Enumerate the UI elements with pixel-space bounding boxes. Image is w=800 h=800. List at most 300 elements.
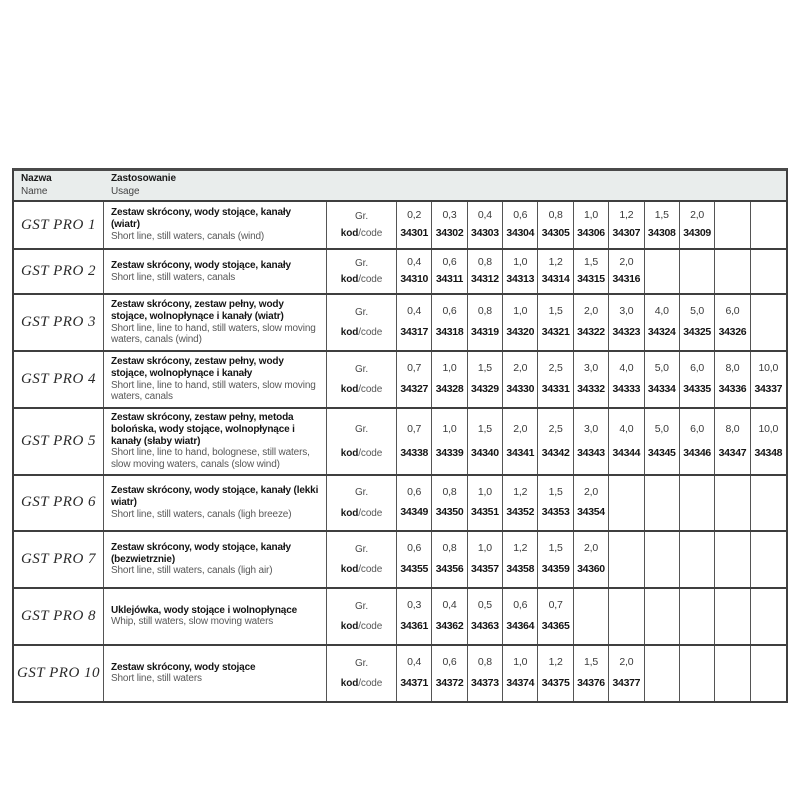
- weight-value: 0,7: [407, 422, 422, 435]
- product-name: GST PRO 8: [14, 589, 104, 644]
- weight-code-cell: [715, 476, 750, 530]
- code-label: /code: [358, 621, 383, 633]
- weight-code-cell: [397, 532, 432, 587]
- weight-code-cell: [574, 476, 609, 530]
- product-table: [12, 168, 788, 703]
- weight-code-cell: [609, 409, 644, 474]
- usage-desc-en: Short line, line to hand, still waters, slow moving waters, canals (wind): [111, 322, 316, 346]
- code-value: 34307: [612, 227, 641, 240]
- kod-code-label: [341, 508, 382, 519]
- weight-code-cell: [432, 352, 467, 407]
- weight-code-cell: [609, 646, 644, 701]
- code-label: /code: [358, 274, 383, 286]
- weight-value: 5,0: [654, 422, 669, 435]
- weight-value: 1,0: [513, 305, 528, 318]
- gr-code-label-cell: [327, 589, 397, 644]
- product-name: GST PRO 4: [14, 352, 104, 407]
- gr-label: Gr.: [354, 210, 369, 222]
- weight-code-cell: [751, 409, 786, 474]
- table-row: [14, 589, 786, 646]
- weight-code-cell: [751, 589, 786, 644]
- code-value: 34376: [577, 677, 605, 690]
- table-row: [14, 532, 786, 589]
- code-value: 34372: [435, 677, 464, 690]
- weight-code-cell: [503, 352, 538, 407]
- usage-desc-en: Short line, line to hand, still waters, slow moving waters, canals: [111, 379, 316, 403]
- weight-value: 0,5: [477, 599, 492, 612]
- weight-code-cell: [432, 646, 467, 701]
- kod-label: kod: [340, 228, 359, 240]
- code-label: /code: [358, 384, 383, 396]
- weight-code-cell: [609, 532, 644, 587]
- weight-code-cell: [751, 646, 786, 701]
- code-value: 34374: [506, 677, 535, 690]
- usage-desc-en: Short line, still waters, canals (ligh breeze): [111, 508, 292, 520]
- weight-value: 1,5: [548, 305, 563, 318]
- usage-desc-en: Whip, still waters, slow moving waters: [111, 616, 274, 628]
- code-label: /code: [358, 564, 383, 576]
- weight-code-cell: [503, 532, 538, 587]
- weight-code-cell: [680, 476, 715, 530]
- weight-code-cell: [574, 202, 609, 248]
- weight-value: 1,0: [583, 209, 598, 222]
- code-value: 34318: [435, 326, 464, 339]
- table-body: [14, 202, 786, 701]
- weight-value: 2,0: [583, 542, 598, 555]
- weight-code-cell: [680, 202, 715, 248]
- header-usage-en: Usage: [111, 185, 140, 197]
- code-value: 34341: [506, 446, 535, 459]
- code-label: /code: [358, 447, 383, 459]
- weight-code-cell: [645, 646, 680, 701]
- weight-code-cell: [751, 250, 786, 293]
- weight-value: 0,3: [407, 599, 422, 612]
- kod-code-label: [341, 228, 382, 239]
- weight-value: 6,0: [690, 422, 705, 435]
- weight-code-cell: [468, 646, 503, 701]
- code-value: 34355: [400, 563, 429, 576]
- weight-code-cell: [574, 589, 609, 644]
- kod-label: kod: [340, 507, 359, 519]
- weight-code-cell: [538, 202, 573, 248]
- table-row: [14, 646, 786, 701]
- code-value: 34345: [647, 446, 676, 459]
- code-value: 34305: [541, 227, 570, 240]
- kod-label: kod: [340, 274, 359, 286]
- weight-value: 6,0: [725, 305, 740, 318]
- usage-cell: [104, 409, 327, 474]
- weight-value: 1,0: [477, 485, 492, 498]
- kod-label: kod: [340, 384, 359, 396]
- gr-label: Gr.: [354, 543, 369, 555]
- weight-code-cell: [751, 476, 786, 530]
- weight-code-cell: [609, 250, 644, 293]
- weight-code-cell: [609, 295, 644, 350]
- weight-value: 8,0: [725, 362, 740, 375]
- gr-label: Gr.: [354, 657, 369, 669]
- code-value: 34312: [471, 273, 499, 286]
- code-value: 34311: [435, 273, 464, 286]
- weight-code-cell: [680, 409, 715, 474]
- weight-value: 2,5: [548, 422, 563, 435]
- usage-cell: [104, 295, 327, 350]
- weight-value: 2,0: [513, 422, 528, 435]
- code-value: 34322: [577, 326, 605, 339]
- header-usage-column: [104, 171, 327, 200]
- kod-code-label: [341, 564, 382, 575]
- weight-code-cell: [715, 250, 750, 293]
- code-value: 34349: [400, 506, 429, 519]
- weight-code-cell: [397, 409, 432, 474]
- code-value: 34319: [471, 326, 499, 339]
- weight-code-cell: [503, 409, 538, 474]
- weight-value: 2,0: [583, 305, 598, 318]
- weight-value: 0,6: [442, 656, 457, 669]
- header-name-en: Name: [21, 185, 48, 197]
- weight-code-cell: [432, 250, 467, 293]
- kod-label: kod: [340, 447, 359, 459]
- weight-value: 0,4: [407, 656, 422, 669]
- weight-code-cell: [468, 409, 503, 474]
- code-label: /code: [358, 678, 383, 690]
- weight-value: 0,6: [513, 599, 528, 612]
- kod-code-label: [341, 678, 382, 689]
- code-value: 34306: [577, 227, 605, 240]
- table-row: [14, 202, 786, 250]
- usage-desc-pl: Zestaw skrócony, zestaw pełny, wody stojące, wolnopłynące i kanały (wiatr): [111, 298, 284, 322]
- code-value: 34314: [541, 273, 570, 286]
- weight-code-cell: [715, 202, 750, 248]
- weight-value: 2,0: [619, 656, 634, 669]
- weight-code-cell: [574, 295, 609, 350]
- weight-code-cell: [645, 476, 680, 530]
- weight-code-cell: [503, 476, 538, 530]
- weight-value: 0,4: [407, 256, 422, 269]
- weight-code-cell: [538, 352, 573, 407]
- code-value: 34328: [435, 383, 464, 396]
- product-name: GST PRO 5: [14, 409, 104, 474]
- weight-value: 1,5: [477, 362, 492, 375]
- code-value: 34362: [435, 620, 464, 633]
- code-value: 34375: [541, 677, 570, 690]
- kod-code-label: [341, 274, 382, 285]
- weight-code-cell: [680, 250, 715, 293]
- code-value: 34344: [612, 446, 641, 459]
- code-value: 34340: [471, 446, 499, 459]
- weight-code-cell: [503, 589, 538, 644]
- code-value: 34309: [683, 227, 711, 240]
- weight-value: 0,4: [477, 209, 492, 222]
- usage-desc-en: Short line, still waters: [111, 673, 202, 685]
- code-value: 34303: [471, 227, 499, 240]
- code-value: 34329: [471, 383, 499, 396]
- weight-code-cell: [680, 646, 715, 701]
- code-value: 34371: [400, 677, 429, 690]
- weight-code-cell: [397, 202, 432, 248]
- code-value: 34320: [506, 326, 535, 339]
- usage-desc-pl: Zestaw skrócony, wody stojące, kanały (lekki wiatr): [111, 485, 319, 509]
- kod-code-label: [341, 384, 382, 395]
- gr-label: Gr.: [354, 487, 369, 499]
- weight-code-cell: [680, 352, 715, 407]
- weight-code-cell: [680, 589, 715, 644]
- weight-code-cell: [574, 409, 609, 474]
- weight-code-cell: [432, 532, 467, 587]
- weight-value: 0,3: [442, 209, 457, 222]
- weight-value: 4,0: [654, 305, 669, 318]
- weight-code-cell: [715, 409, 750, 474]
- usage-desc-pl: Uklejówka, wody stojące i wolnopłynące: [111, 604, 298, 616]
- weight-code-cell: [645, 250, 680, 293]
- kod-label: kod: [340, 327, 359, 339]
- product-name: GST PRO 1: [14, 202, 104, 248]
- weight-value: 4,0: [619, 362, 634, 375]
- code-value: 34335: [683, 383, 711, 396]
- code-value: 34317: [400, 326, 429, 339]
- weight-code-cell: [432, 589, 467, 644]
- weight-code-cell: [680, 532, 715, 587]
- weight-value: 5,0: [654, 362, 669, 375]
- kod-code-label: [341, 621, 382, 632]
- weight-code-cell: [715, 295, 750, 350]
- code-value: 34353: [541, 506, 570, 519]
- weight-code-cell: [751, 532, 786, 587]
- weight-code-cell: [715, 589, 750, 644]
- usage-desc-en: Short line, still waters, canals (wind): [111, 230, 265, 242]
- gr-code-label-cell: [327, 409, 397, 474]
- code-value: 34373: [471, 677, 499, 690]
- weight-value: 0,6: [442, 305, 457, 318]
- code-value: 34333: [612, 383, 641, 396]
- weight-value: 3,0: [583, 422, 598, 435]
- weight-value: 1,5: [583, 656, 598, 669]
- weight-value: 1,5: [477, 422, 492, 435]
- weight-code-cell: [503, 295, 538, 350]
- weight-code-cell: [538, 250, 573, 293]
- gr-label: Gr.: [354, 306, 369, 318]
- weight-code-cell: [432, 202, 467, 248]
- code-value: 34315: [577, 273, 605, 286]
- weight-code-cell: [751, 295, 786, 350]
- gr-label: Gr.: [354, 600, 369, 612]
- header-usage-pl: Zastosowanie: [111, 173, 176, 184]
- weight-code-cell: [538, 476, 573, 530]
- weight-code-cell: [574, 352, 609, 407]
- code-label: /code: [358, 327, 383, 339]
- code-value: 34363: [471, 620, 499, 633]
- weight-value: 2,0: [690, 209, 705, 222]
- weight-code-cell: [503, 646, 538, 701]
- usage-cell: [104, 476, 327, 530]
- code-value: 34348: [754, 446, 783, 459]
- weight-code-cell: [538, 646, 573, 701]
- weight-code-cell: [609, 352, 644, 407]
- weight-code-cell: [609, 476, 644, 530]
- weight-value: 0,8: [442, 542, 457, 555]
- code-value: 34351: [471, 506, 499, 519]
- usage-cell: [104, 532, 327, 587]
- weight-code-cell: [397, 250, 432, 293]
- code-value: 34339: [435, 446, 464, 459]
- weight-value: 4,0: [619, 422, 634, 435]
- code-value: 34346: [683, 446, 711, 459]
- weight-value: 2,0: [513, 362, 528, 375]
- weight-code-cell: [468, 589, 503, 644]
- code-value: 34377: [612, 677, 641, 690]
- usage-desc-en: Short line, still waters, canals (ligh air): [111, 565, 273, 577]
- gr-code-label-cell: [327, 295, 397, 350]
- weight-code-cell: [538, 295, 573, 350]
- code-value: 34337: [754, 383, 783, 396]
- weight-code-cell: [468, 295, 503, 350]
- weight-value: 0,8: [442, 485, 457, 498]
- weight-code-cell: [645, 295, 680, 350]
- code-value: 34330: [506, 383, 535, 396]
- code-value: 34334: [647, 383, 676, 396]
- weight-code-cell: [432, 409, 467, 474]
- weight-value: 0,8: [548, 209, 563, 222]
- usage-desc-en: Short line, still waters, canals: [111, 271, 236, 283]
- weight-value: 0,8: [477, 656, 492, 669]
- weight-code-cell: [751, 202, 786, 248]
- code-value: 34364: [506, 620, 535, 633]
- weight-value: 1,5: [548, 485, 563, 498]
- gr-code-label-cell: [327, 532, 397, 587]
- weight-code-cell: [397, 295, 432, 350]
- code-value: 34302: [435, 227, 464, 240]
- weight-code-cell: [468, 202, 503, 248]
- weight-code-cell: [645, 589, 680, 644]
- product-name: GST PRO 10: [14, 646, 104, 701]
- weight-value: 1,0: [513, 656, 528, 669]
- gr-label: Gr.: [354, 257, 369, 269]
- weight-value: 6,0: [690, 362, 705, 375]
- weight-code-cell: [468, 532, 503, 587]
- code-value: 34308: [647, 227, 676, 240]
- weight-value: 1,2: [513, 542, 528, 555]
- table-row: [14, 352, 786, 409]
- weight-value: 1,0: [477, 542, 492, 555]
- code-value: 34358: [506, 563, 535, 576]
- code-value: 34304: [506, 227, 535, 240]
- kod-label: kod: [340, 621, 359, 633]
- code-value: 34357: [471, 563, 499, 576]
- weight-value: 1,5: [548, 542, 563, 555]
- weight-value: 0,6: [407, 542, 422, 555]
- code-value: 34323: [612, 326, 641, 339]
- code-value: 34338: [400, 446, 429, 459]
- weight-value: 1,2: [619, 209, 634, 222]
- weight-value: 1,5: [654, 209, 669, 222]
- weight-value: 3,0: [619, 305, 634, 318]
- weight-code-cell: [397, 352, 432, 407]
- weight-code-cell: [574, 250, 609, 293]
- product-name: GST PRO 3: [14, 295, 104, 350]
- weight-code-cell: [432, 295, 467, 350]
- kod-code-label: [341, 327, 382, 338]
- weight-code-cell: [468, 476, 503, 530]
- weight-value: 0,7: [548, 599, 563, 612]
- table-header-row: [14, 171, 786, 202]
- weight-code-cell: [397, 589, 432, 644]
- table-row: [14, 476, 786, 532]
- usage-cell: [104, 646, 327, 701]
- usage-desc-pl: Zestaw skrócony, wody stojące, kanały (wiatr): [111, 207, 291, 231]
- weight-code-cell: [468, 352, 503, 407]
- code-value: 34313: [506, 273, 535, 286]
- product-name: GST PRO 6: [14, 476, 104, 530]
- weight-value: 0,6: [442, 256, 457, 269]
- usage-cell: [104, 202, 327, 248]
- table-row: [14, 250, 786, 295]
- usage-cell: [104, 589, 327, 644]
- gr-code-label-cell: [327, 646, 397, 701]
- weight-value: 0,6: [513, 209, 528, 222]
- weight-value: 0,2: [407, 209, 422, 222]
- weight-code-cell: [538, 409, 573, 474]
- usage-cell: [104, 250, 327, 293]
- code-value: 34352: [506, 506, 535, 519]
- kod-label: kod: [340, 564, 359, 576]
- weight-code-cell: [397, 646, 432, 701]
- gr-code-label-cell: [327, 250, 397, 293]
- code-value: 34325: [683, 326, 711, 339]
- code-value: 34360: [577, 563, 605, 576]
- weight-value: 10,0: [758, 422, 779, 435]
- weight-code-cell: [609, 202, 644, 248]
- header-name-column: [14, 171, 104, 200]
- weight-value: 1,0: [442, 362, 457, 375]
- weight-value: 2,5: [548, 362, 563, 375]
- weight-code-cell: [432, 476, 467, 530]
- weight-value: 0,8: [477, 256, 492, 269]
- code-value: 34347: [718, 446, 747, 459]
- code-value: 34354: [577, 506, 605, 519]
- weight-code-cell: [609, 589, 644, 644]
- code-value: 34321: [541, 326, 570, 339]
- product-name: GST PRO 2: [14, 250, 104, 293]
- header-name-pl: Nazwa: [21, 173, 52, 184]
- weight-value: 5,0: [690, 305, 705, 318]
- gr-code-label-cell: [327, 352, 397, 407]
- weight-code-cell: [645, 409, 680, 474]
- code-value: 34326: [718, 326, 747, 339]
- weight-code-cell: [538, 532, 573, 587]
- weight-value: 0,4: [442, 599, 457, 612]
- header-spacer: [327, 171, 786, 200]
- code-value: 34359: [541, 563, 570, 576]
- weight-code-cell: [715, 532, 750, 587]
- weight-code-cell: [468, 250, 503, 293]
- kod-label: kod: [340, 678, 359, 690]
- weight-value: 8,0: [725, 422, 740, 435]
- weight-value: 1,5: [583, 256, 598, 269]
- code-value: 34350: [435, 506, 464, 519]
- code-value: 34331: [541, 383, 570, 396]
- code-value: 34316: [612, 273, 641, 286]
- code-value: 34343: [577, 446, 605, 459]
- table-row: [14, 409, 786, 476]
- weight-value: 0,7: [407, 362, 422, 375]
- code-label: /code: [358, 507, 383, 519]
- usage-desc-pl: Zestaw skrócony, wody stojące: [111, 661, 256, 673]
- code-value: 34327: [400, 383, 429, 396]
- kod-code-label: [341, 448, 382, 459]
- usage-desc-pl: Zestaw skrócony, wody stojące, kanały: [111, 259, 291, 271]
- weight-code-cell: [645, 202, 680, 248]
- weight-value: 1,0: [513, 256, 528, 269]
- code-value: 34301: [400, 227, 429, 240]
